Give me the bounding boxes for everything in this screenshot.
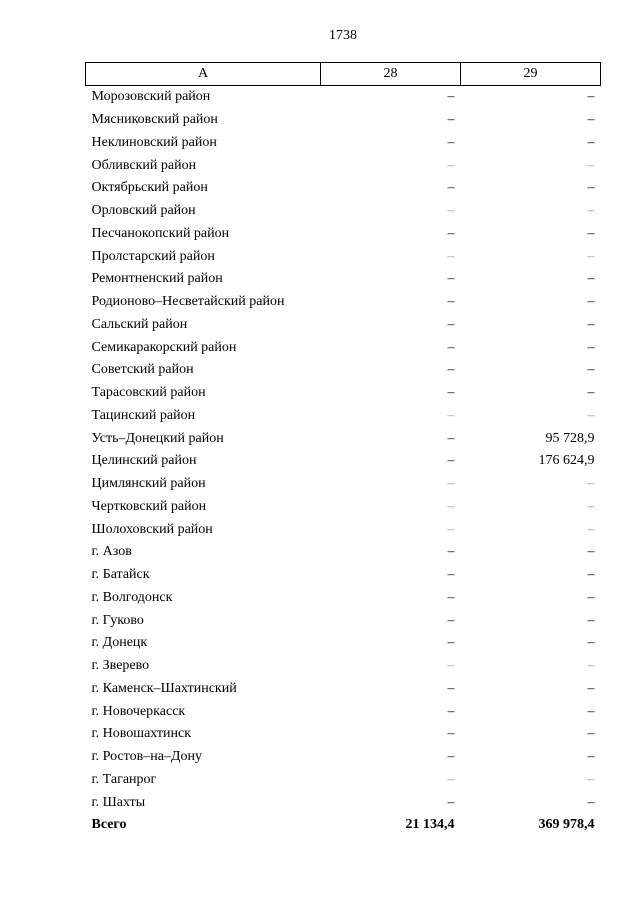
table-row	[86, 746, 601, 769]
row-value-28: –	[447, 476, 455, 492]
table-row	[86, 450, 601, 473]
row-name: Советский район	[91, 362, 194, 378]
row-value-28: –	[447, 703, 455, 719]
row-name: г. Донецк	[91, 635, 148, 651]
row-value-28: –	[447, 316, 455, 332]
row-value-29: –	[587, 248, 595, 264]
table-row	[86, 587, 601, 610]
row-name: Песчанокопский район	[91, 225, 230, 241]
row-value-29: –	[587, 385, 595, 401]
row-value-29: –	[587, 157, 595, 173]
row-name: г. Новочеркасск	[91, 703, 186, 719]
row-value-29: –	[587, 544, 595, 560]
row-value-28: –	[447, 567, 455, 583]
row-name: г. Волгодонск	[91, 589, 173, 605]
row-value-29: –	[587, 703, 595, 719]
column-header-a: А	[86, 63, 321, 86]
row-value-28: –	[447, 407, 455, 423]
table-row	[86, 314, 601, 337]
row-value-29: –	[587, 271, 595, 287]
row-value-29: –	[587, 407, 595, 423]
row-name: г. Азов	[91, 544, 132, 560]
table-row	[86, 336, 601, 359]
row-value-28: –	[447, 203, 455, 219]
row-value-28: –	[447, 430, 455, 446]
table-row	[86, 291, 601, 314]
row-value-29: –	[587, 134, 595, 150]
row-value-29: 95 728,9	[545, 430, 595, 446]
row-value-29: –	[587, 749, 595, 765]
table-row	[86, 405, 601, 428]
table-row	[86, 359, 601, 382]
table-row	[86, 723, 601, 746]
data-table	[85, 62, 601, 837]
row-value-28: –	[447, 89, 455, 105]
table-row	[86, 609, 601, 632]
table-row	[86, 200, 601, 223]
table-row	[86, 700, 601, 723]
row-value-28: –	[447, 726, 455, 742]
row-value-29: –	[587, 635, 595, 651]
row-value-29: –	[587, 567, 595, 583]
row-name: Тацинский район	[91, 407, 196, 423]
row-value-28: –	[447, 453, 455, 469]
table-row	[86, 791, 601, 814]
row-value-29: –	[587, 362, 595, 378]
row-value-28: –	[447, 680, 455, 696]
row-value-28: –	[447, 248, 455, 264]
row-value-28: –	[447, 771, 455, 787]
row-value-29: –	[587, 680, 595, 696]
total-value-29: 369 978,4	[538, 817, 595, 833]
table-row	[86, 427, 601, 450]
table-row	[86, 223, 601, 246]
row-value-29: –	[587, 726, 595, 742]
table-row	[86, 154, 601, 177]
row-name: Обливский район	[91, 157, 197, 173]
row-value-28: –	[447, 225, 455, 241]
row-value-29: –	[587, 658, 595, 674]
row-value-28: –	[447, 112, 455, 128]
row-value-29: –	[587, 316, 595, 332]
table-row	[86, 496, 601, 519]
row-name: Ремонтненский район	[91, 271, 223, 287]
row-value-28: –	[447, 658, 455, 674]
table-row	[86, 678, 601, 701]
row-name: Целинский район	[91, 453, 197, 469]
row-value-28: –	[447, 544, 455, 560]
row-name: Усть–Донецкий район	[91, 430, 224, 446]
table-body	[86, 86, 601, 837]
row-value-28: –	[447, 385, 455, 401]
row-name: Неклиновский район	[91, 134, 217, 150]
data-table-container	[85, 62, 600, 837]
row-value-28: –	[447, 157, 455, 173]
row-name: Шолоховский район	[91, 521, 213, 537]
table-row	[86, 132, 601, 155]
row-value-28: –	[447, 271, 455, 287]
row-name: Родионово–Несветайский район	[91, 294, 285, 310]
table-header-row	[86, 63, 601, 86]
row-value-28: –	[447, 294, 455, 310]
row-value-28: –	[447, 589, 455, 605]
row-value-29: –	[587, 180, 595, 196]
row-name: Чертковский район	[91, 498, 207, 514]
row-value-29: –	[587, 771, 595, 787]
table-row	[86, 177, 601, 200]
row-value-28: –	[447, 749, 455, 765]
row-value-29: –	[587, 203, 595, 219]
column-header-28: 28	[321, 63, 461, 86]
row-value-28: –	[447, 339, 455, 355]
row-value-29: –	[587, 225, 595, 241]
table-row	[86, 86, 601, 109]
row-value-29: –	[587, 339, 595, 355]
table-row	[86, 564, 601, 587]
column-header-29: 29	[461, 63, 601, 86]
row-value-29: –	[587, 794, 595, 810]
table-row	[86, 632, 601, 655]
table-row	[86, 382, 601, 405]
row-value-29: –	[587, 89, 595, 105]
table-row	[86, 518, 601, 541]
row-value-29: –	[587, 112, 595, 128]
row-value-29: –	[587, 294, 595, 310]
row-name: Октябрьский район	[91, 180, 208, 196]
page-number: 1738	[329, 28, 357, 43]
row-name: г. Каменск–Шахтинский	[91, 680, 237, 696]
row-name: Орловский район	[91, 203, 196, 219]
row-value-28: –	[447, 362, 455, 378]
row-value-29: 176 624,9	[538, 453, 595, 469]
table-row	[86, 769, 601, 792]
table-row	[86, 473, 601, 496]
row-name: Семикаракорский район	[91, 339, 237, 355]
row-name: г. Шахты	[91, 794, 146, 810]
row-value-29: –	[587, 612, 595, 628]
row-value-29: –	[587, 498, 595, 514]
row-name: Цимлянский район	[91, 476, 206, 492]
table-row	[86, 109, 601, 132]
table-row	[86, 655, 601, 678]
row-name: Морозовский район	[91, 89, 211, 105]
table-row	[86, 541, 601, 564]
row-value-28: –	[447, 612, 455, 628]
row-name: г. Ростов–на–Дону	[91, 749, 202, 765]
row-name: г. Таганрог	[91, 771, 157, 787]
row-name: Мясниковский район	[91, 112, 218, 128]
row-value-29: –	[587, 476, 595, 492]
row-name: г. Новошахтинск	[91, 726, 192, 742]
total-label: Всего	[91, 817, 127, 833]
row-name: Сальский район	[91, 316, 188, 332]
row-name: г. Батайск	[91, 567, 150, 583]
row-name: Пролстарский район	[91, 248, 215, 264]
row-value-28: –	[447, 521, 455, 537]
row-name: Тарасовский район	[91, 385, 206, 401]
row-value-28: –	[447, 635, 455, 651]
row-name: г. Зверево	[91, 658, 150, 674]
row-value-28: –	[447, 498, 455, 514]
row-value-29: –	[587, 521, 595, 537]
table-row	[86, 245, 601, 268]
table-row	[86, 268, 601, 291]
total-row	[86, 814, 601, 837]
total-value-28: 21 134,4	[405, 817, 455, 833]
row-value-28: –	[447, 134, 455, 150]
row-value-29: –	[587, 589, 595, 605]
row-name: г. Гуково	[91, 612, 144, 628]
row-value-28: –	[447, 794, 455, 810]
row-value-28: –	[447, 180, 455, 196]
